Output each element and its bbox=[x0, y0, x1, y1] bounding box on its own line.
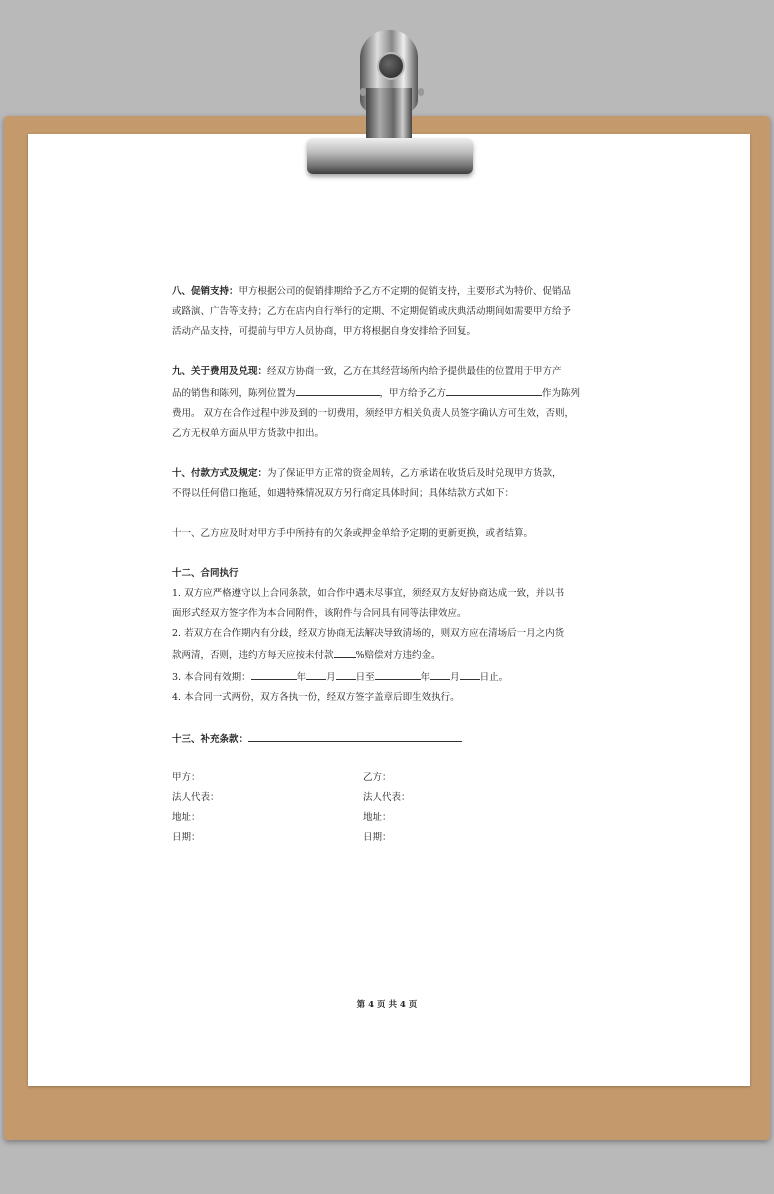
contract-body bbox=[172, 282, 612, 848]
clip-neck bbox=[366, 88, 412, 142]
section-11: 十一、乙方应及时对甲方手中所持有的欠条或押金单给予定期的更新更换，或者结算。 bbox=[172, 528, 534, 539]
signature-row bbox=[172, 808, 612, 828]
section-9-line: 乙方无权单方面从甲方货款中扣出。 bbox=[172, 428, 325, 439]
section-8-line: 甲方根据公司的促销排期给予乙方不定期的促销支持，主要形式为特价、促销品 bbox=[238, 286, 572, 297]
end-year-blank[interactable] bbox=[375, 666, 421, 680]
signature-row bbox=[172, 788, 612, 808]
party-b-label: 乙方： bbox=[363, 772, 392, 783]
start-day-blank[interactable] bbox=[336, 666, 356, 680]
section-10 bbox=[172, 464, 612, 484]
party-b-address-label: 地址： bbox=[363, 812, 392, 823]
start-month-blank[interactable] bbox=[306, 666, 326, 680]
section-13-title: 十三、补充条款： bbox=[172, 734, 249, 745]
section-10-line: 不得以任何借口拖延，如遇特殊情况双方另行商定具体时间；具体结款方式如下： bbox=[172, 488, 515, 499]
signature-row bbox=[172, 768, 612, 788]
display-position-blank[interactable] bbox=[296, 382, 380, 396]
clip-hole bbox=[377, 52, 405, 80]
section-12-item: 款两清，否则，违约方每天应按未付款 %赔偿对方违约金。 bbox=[172, 644, 612, 666]
end-day-blank[interactable] bbox=[460, 666, 480, 680]
section-8-line: 或路演、广告等支持；乙方在店内自行举行的定期、不定期促销或庆典活动期间如需要甲方给予 bbox=[172, 306, 572, 317]
section-12-item: 3. 本合同有效期： 年 月 日至 年 月 日止。 bbox=[172, 666, 612, 688]
section-10-line: 为了保证甲方正常的资金周转，乙方承诺在收货后及时兑现甲方货款， bbox=[267, 468, 562, 479]
penalty-rate-blank[interactable] bbox=[334, 644, 356, 658]
clip-base-icon bbox=[307, 138, 473, 174]
section-9-title: 九、关于费用及兑现： bbox=[172, 366, 268, 377]
party-a-address-label: 地址： bbox=[172, 812, 201, 823]
page-number: 第 4 页 共 4 页 bbox=[356, 1000, 418, 1010]
display-fee-blank[interactable] bbox=[446, 382, 542, 396]
party-a-date-label: 日期： bbox=[172, 832, 201, 843]
party-b-legal-rep-label: 法人代表： bbox=[363, 792, 411, 803]
supplementary-terms-blank[interactable] bbox=[248, 728, 462, 742]
clip-pin-left bbox=[360, 88, 366, 96]
section-8 bbox=[172, 282, 612, 302]
section-9 bbox=[172, 362, 612, 382]
section-12-item: 面形式经双方签字作为本合同附件，该附件与合同具有同等法律效应。 bbox=[172, 608, 467, 619]
signature-row bbox=[172, 828, 612, 848]
section-12-item: 4. 本合同一式两份，双方各执一份，经双方签字盖章后即生效执行。 bbox=[172, 692, 460, 703]
party-b-date-label: 日期： bbox=[363, 832, 392, 843]
section-8-title: 八、促销支持： bbox=[172, 286, 239, 297]
end-month-blank[interactable] bbox=[430, 666, 450, 680]
party-a-label: 甲方： bbox=[172, 772, 201, 783]
start-year-blank[interactable] bbox=[251, 666, 297, 680]
section-8-line: 活动产品支持，可提前与甲方人员协商，甲方将根据自身安排给予回复。 bbox=[172, 326, 477, 337]
party-a-legal-rep-label: 法人代表： bbox=[172, 792, 220, 803]
section-9-line: 经双方协商一致，乙方在其经营场所内给予提供最佳的位置用于甲方产 bbox=[267, 366, 562, 377]
section-12-title: 十二、合同执行 bbox=[172, 568, 239, 579]
section-9-line: 费用。 双方在合作过程中涉及到的一切费用，须经甲方相关负责人员签字确认方可生效，否则， bbox=[172, 408, 575, 419]
section-9-line: 品的销售和陈列，陈列位置为 ，甲方给予乙方 作为陈列 bbox=[172, 382, 612, 404]
section-10-title: 十、付款方式及规定： bbox=[172, 468, 268, 479]
section-13 bbox=[172, 728, 612, 750]
section-12-item: 2. 若双方在合作期内有分歧，经双方协商无法解决导致清场的，则双方应在清场后一月之内货 bbox=[172, 628, 565, 639]
section-12-item: 1. 双方应严格遵守以上合同条款，如合作中遇未尽事宜，须经双方友好协商达成一致，并以书 bbox=[172, 588, 565, 599]
clip-pin-right bbox=[418, 88, 424, 96]
